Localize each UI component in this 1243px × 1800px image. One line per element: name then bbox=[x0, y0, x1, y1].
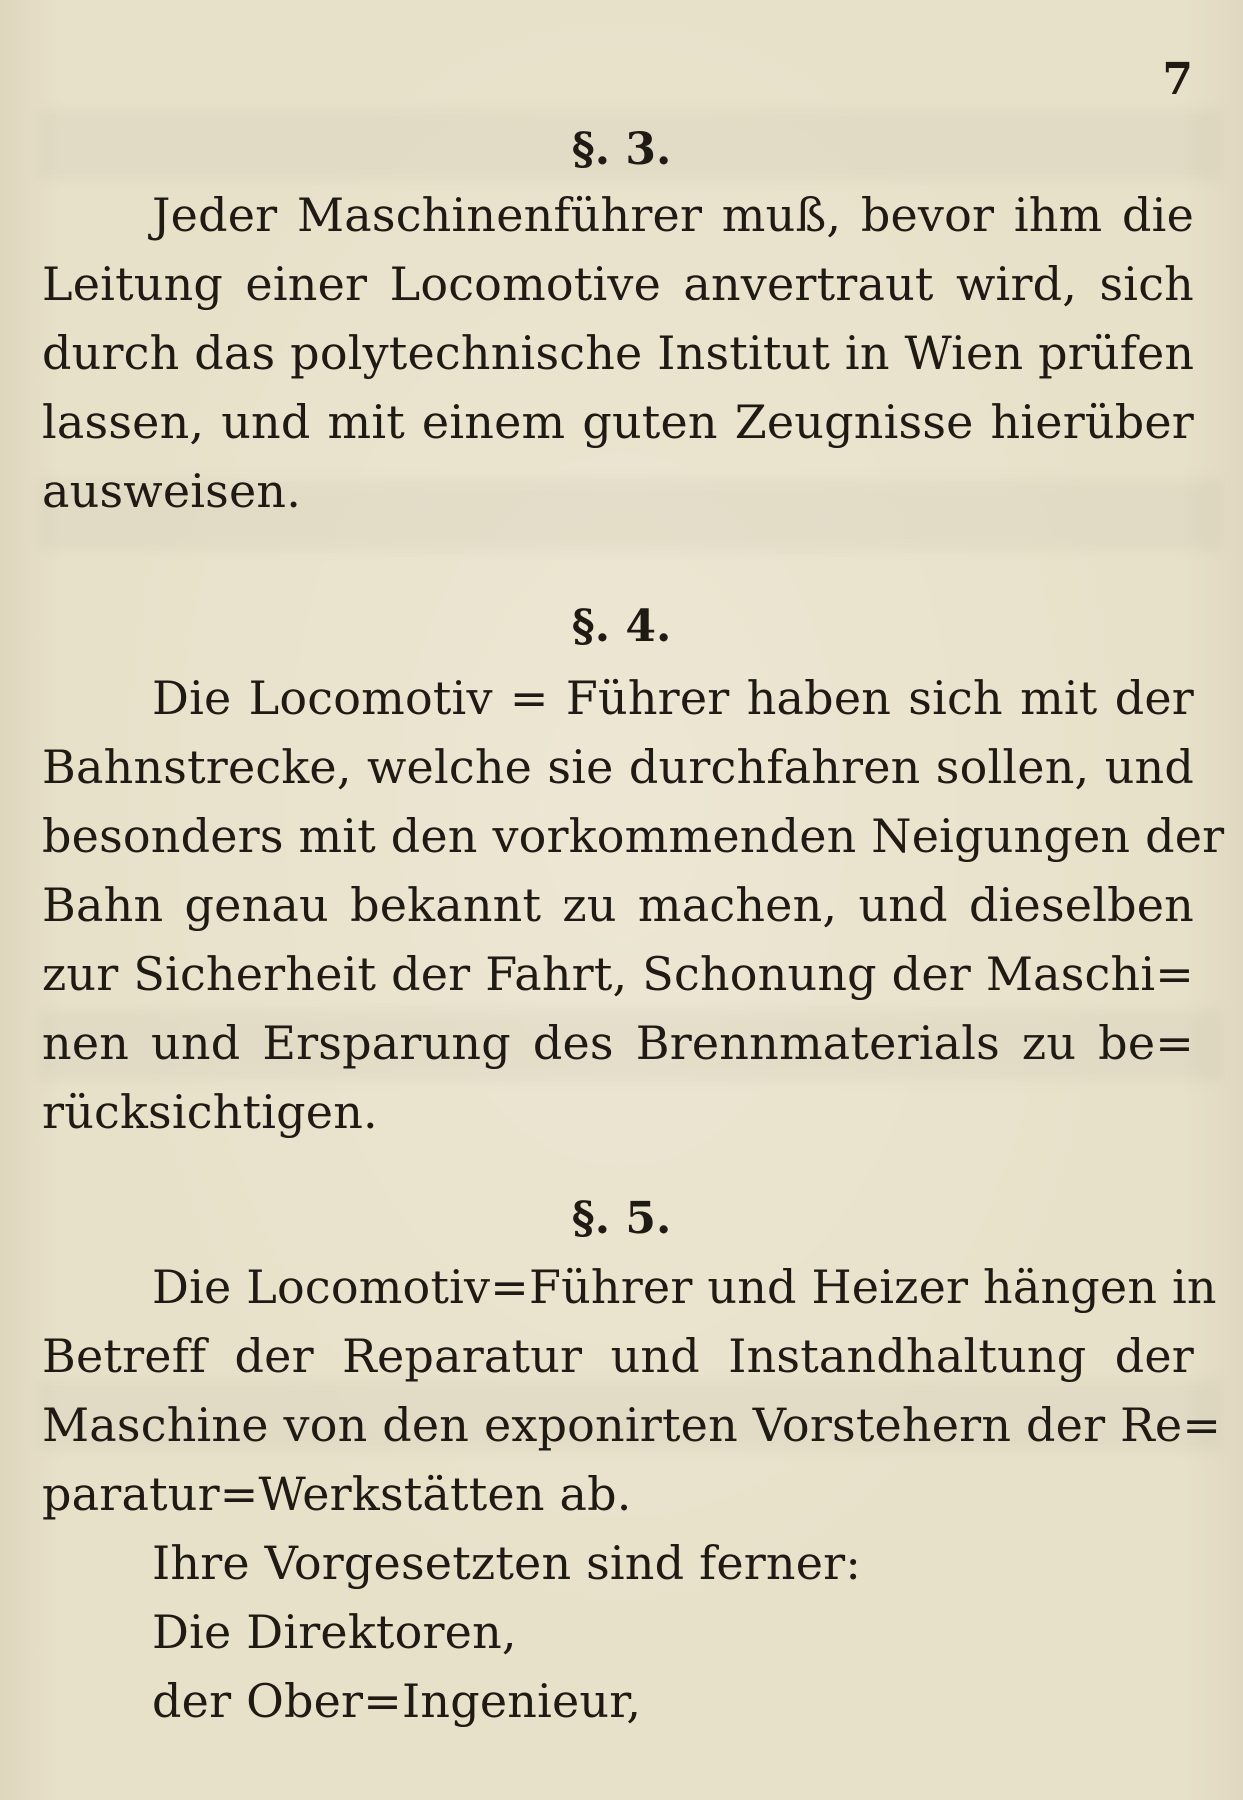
paragraph-line: rücksichtigen. bbox=[42, 1085, 378, 1139]
section-heading: §. 4. bbox=[571, 601, 672, 652]
paragraph-line: paratur=Werkstätten ab. bbox=[42, 1467, 632, 1521]
list-item: der Ober=Ingenieur, bbox=[152, 1674, 642, 1728]
paragraph-line: Jeder Maschinenführer muß, bevor ihm die bbox=[152, 188, 1194, 242]
section-heading: §. 3. bbox=[571, 124, 672, 175]
section-5-paragraph bbox=[42, 1253, 1222, 1736]
paragraph-line: Leitung einer Locomotive anvertraut wird, sich bbox=[42, 257, 1194, 311]
paragraph-line: durch das polytechnische Institut in Wien prüfen bbox=[42, 326, 1195, 380]
section-heading: §. 5. bbox=[571, 1193, 672, 1244]
paragraph-line: Bahnstrecke, welche sie durchfahren sollen, und bbox=[42, 740, 1194, 794]
paragraph-line: besonders mit den vorkommenden Neigungen der bbox=[42, 809, 1225, 863]
list-item: Die Direktoren, bbox=[152, 1605, 517, 1659]
paragraph-line: Maschine von den exponirten Vorstehern der Re= bbox=[42, 1398, 1222, 1452]
paragraph-line: lassen, und mit einem guten Zeugnisse hierüber bbox=[42, 395, 1194, 449]
paragraph-line: Bahn genau bekannt zu machen, und dieselben bbox=[42, 878, 1194, 932]
paragraph-line: nen und Ersparung des Brennmaterials zu be= bbox=[42, 1016, 1194, 1070]
paragraph-line: Die Locomotiv = Führer haben sich mit der bbox=[152, 671, 1194, 725]
paragraph-line: ausweisen. bbox=[42, 464, 302, 518]
paragraph-line: Betreff der Reparatur und Instandhaltung der bbox=[42, 1329, 1194, 1383]
paragraph-line: zur Sicherheit der Fahrt, Schonung der Maschi= bbox=[42, 947, 1194, 1001]
section-4-paragraph bbox=[42, 664, 1225, 1147]
list-item: Ihre Vorgesetzten sind ferner: bbox=[152, 1536, 862, 1590]
page-number: 7 bbox=[1162, 54, 1193, 105]
section-3-paragraph bbox=[42, 181, 1194, 526]
paragraph-line: Die Locomotiv=Führer und Heizer hängen in bbox=[152, 1260, 1217, 1314]
